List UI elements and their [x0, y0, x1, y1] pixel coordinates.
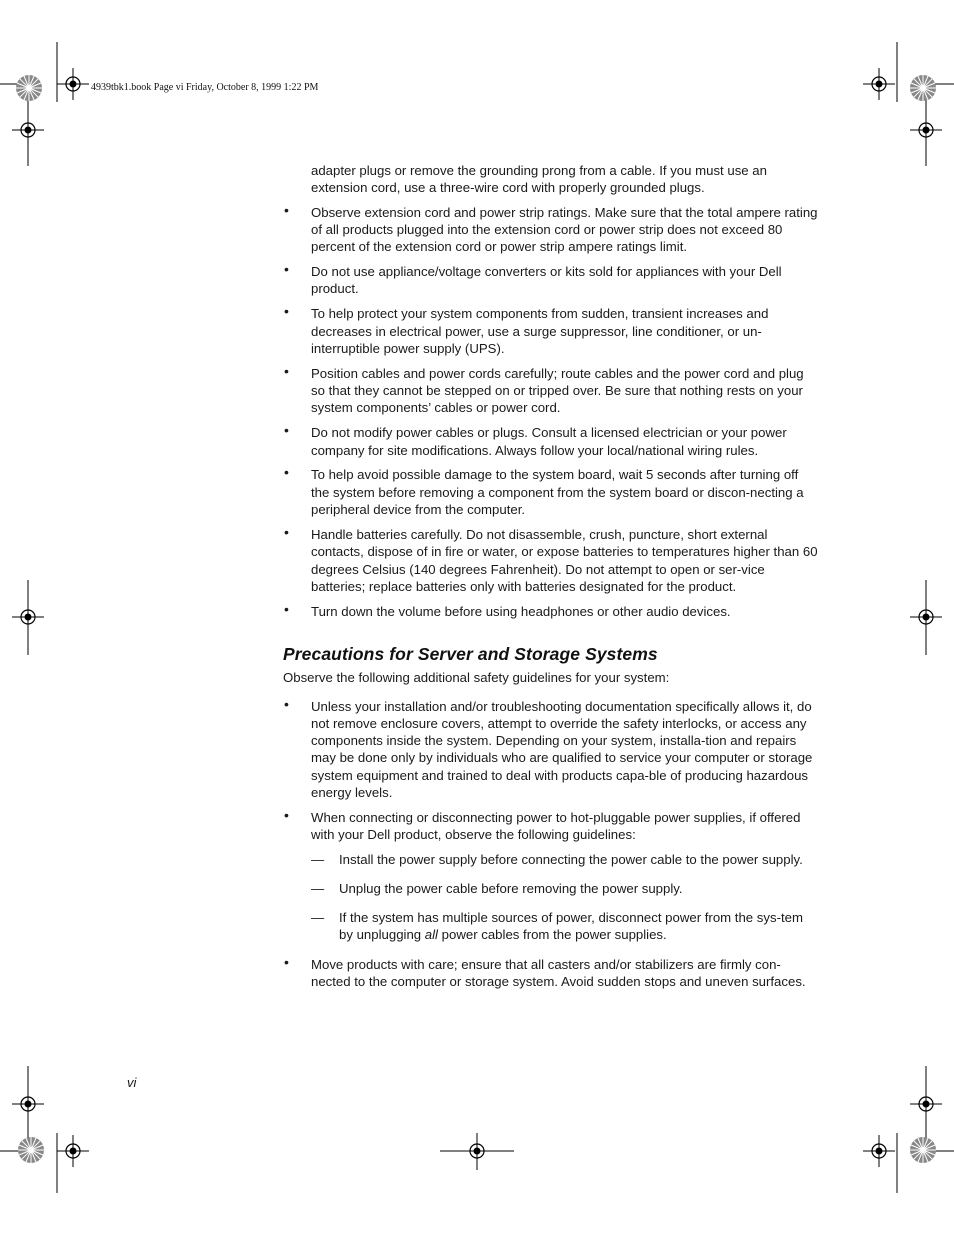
list-item — [283, 600, 818, 620]
list-item — [283, 362, 818, 417]
bullet-marker: • — [284, 201, 289, 218]
bullet-marker: • — [284, 953, 289, 970]
bullet-marker: • — [284, 523, 289, 540]
sub-list-item-text-end: power cables from the power supplies. — [438, 927, 667, 943]
sub-list-item-text: If the system has multiple sources of power, disconnect power from the sys-tem by unplugging — [339, 910, 803, 943]
bullet-marker: • — [284, 806, 289, 823]
sub-list-item-text: Install the power supply before connecting the power cable to the power supply. — [339, 851, 803, 867]
list-item-text: Unless your installation and/or troubleshooting documentation specifically allows it, do not remove enclosure covers, attempt to override the safety interlocks, or access any components inside the system. Depending on your system, installa-tion and repairs may be done only by individuals who are qualified to service your computer or storage system equipment and trained to deal with products capa-ble of producing hazardous energy levels. — [311, 698, 813, 801]
list-item — [283, 305, 818, 357]
list-item-text: Move products with care; ensure that all casters and/or stabilizers are firmly con-nected to the computer or storage system. Avoid sudden stops and uneven surfaces. — [311, 956, 806, 990]
dash-marker: — — [311, 910, 325, 926]
continued-paragraph: adapter plugs or remove the grounding prong from a cable. If you must use an extension cord, use a three-wire cord with properly grounded plugs. — [311, 163, 767, 196]
sub-list-item — [311, 880, 818, 897]
list-item — [283, 424, 818, 459]
dash-marker: — — [311, 851, 325, 867]
list-item-text: Handle batteries carefully. Do not disassemble, crush, puncture, short external contacts, dispose of in fire or water, or expose batteries to temperatures higher than 60 degrees Celsius (140 degrees Fahrenheit). Do not attempt to open or ser-vice batteries; replace batteries only with batteries designated for the product. — [311, 526, 818, 594]
list-item-text: Position cables and power cords carefully; route cables and the power cord and plug so that they cannot be stepped on or tripped over. Be sure that nothing rests on your system components’ cables or power cord. — [311, 365, 804, 416]
list-item — [283, 201, 818, 256]
list-item — [283, 695, 818, 802]
list-item-text: Do not use appliance/voltage converters or kits sold for appliances with your Dell product. — [311, 264, 782, 297]
bullet-marker: • — [284, 695, 289, 712]
emphasis-text: all — [424, 927, 438, 943]
sub-list-item — [311, 909, 818, 944]
print-header-info: 4939tbk1.book Page vi Friday, October 8, 1999 1:22 PM — [91, 82, 319, 93]
list-item-text: Observe extension cord and power strip ratings. Make sure that the total ampere rating of all products plugged into the extension cord or power strip does not exceed 80 percent of the extension cord or power strip ampere ratings limit. — [311, 204, 818, 255]
page-number: vi — [127, 1075, 137, 1090]
list-item — [283, 466, 818, 518]
bullet-marker: • — [284, 600, 289, 617]
list-item-text: Do not modify power cables or plugs. Consult a licensed electrician or your power company for site modifications. Always follow your local/national wiring rules. — [311, 425, 787, 458]
list-item — [283, 523, 818, 595]
dash-marker: — — [311, 880, 325, 896]
list-item-text: To help protect your system components from sudden, transient increases and decreases in electrical power, use a surge suppressor, line conditioner, or un-interruptible power supply (UPS). — [311, 306, 769, 356]
list-item-text: Turn down the volume before using headphones or other audio devices. — [311, 603, 731, 619]
sub-list-item — [311, 851, 818, 868]
bullet-marker: • — [284, 422, 289, 439]
section-intro: Observe the following additional safety guidelines for your system: — [283, 670, 670, 686]
list-item-text: When connecting or disconnecting power to hot-pluggable power supplies, if offered with your Dell product, observe the following guidelines: — [311, 809, 801, 843]
section-heading: Precautions for Server and Storage Systems — [283, 643, 658, 664]
page-body — [283, 162, 818, 998]
bullet-marker: • — [284, 261, 289, 278]
list-item — [283, 953, 818, 991]
hot-plug-guidelines-list — [311, 851, 818, 944]
bullet-marker: • — [284, 464, 289, 481]
general-safety-list — [283, 201, 818, 620]
list-item-text: To help avoid possible damage to the system board, wait 5 seconds after turning off the system before removing a component from the system board or discon-necting a peripheral device from the computer. — [311, 467, 804, 518]
list-item — [283, 806, 818, 944]
bullet-marker: • — [284, 362, 289, 379]
server-safety-list — [283, 695, 818, 991]
list-item — [283, 263, 818, 298]
bullet-marker: • — [284, 303, 289, 320]
sub-list-item-text: Unplug the power cable before removing the power supply. — [339, 880, 683, 896]
